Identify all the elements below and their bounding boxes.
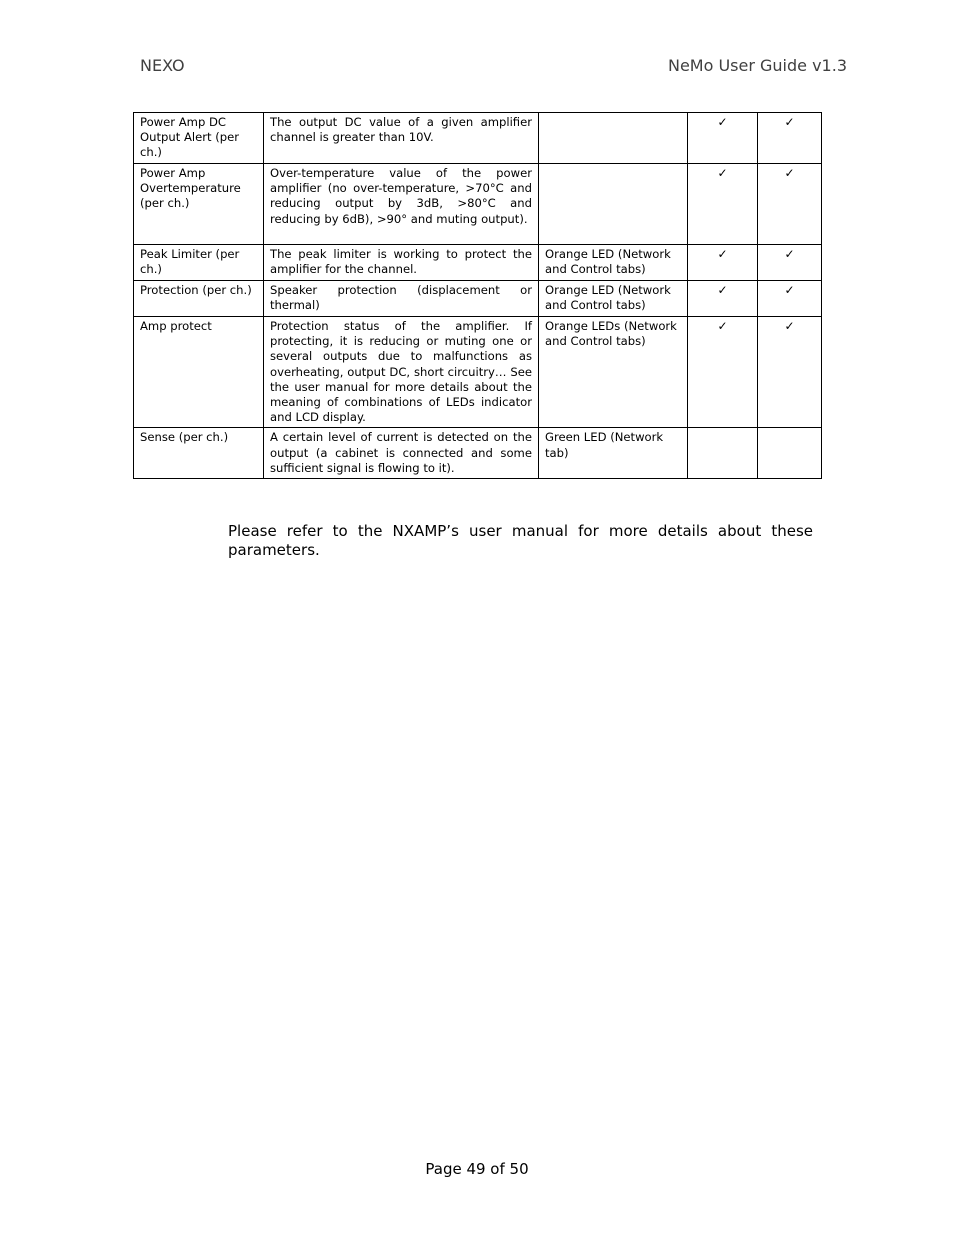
param-name: Amp protect [134, 317, 264, 428]
param-description: Protection status of the amplifier. If protecting, it is reducing or muting one or several outputs due to malfunctions as overheating, output DC, short circuitry… See the user manual for more details about the meaning of combinations of LEDs indicator and LCD display. [264, 317, 539, 428]
param-description: Speaker protection (displacement or thermal) [264, 281, 539, 317]
check-icon: ✓ [758, 281, 822, 317]
check-icon: ✓ [688, 164, 758, 245]
param-display [539, 164, 688, 245]
param-display: Orange LED (Network and Control tabs) [539, 245, 688, 281]
param-description: Over-temperature value of the power amplifier (no over-temperature, >70°C and reducing output by 3dB, >80°C and reducing by 6dB), >90° and muting output). [264, 164, 539, 245]
page-number: Page 49 of 50 [425, 1160, 529, 1178]
param-description: The peak limiter is working to protect the amplifier for the channel. [264, 245, 539, 281]
param-name: Sense (per ch.) [134, 428, 264, 479]
check-icon: ✓ [758, 245, 822, 281]
check-cell [688, 428, 758, 479]
parameters-table [133, 112, 822, 479]
reference-note: Please refer to the NXAMP’s user manual for more details about these parameters. [228, 522, 813, 559]
check-icon: ✓ [688, 281, 758, 317]
param-name: Peak Limiter (per ch.) [134, 245, 264, 281]
table-row [134, 164, 822, 245]
check-icon: ✓ [758, 164, 822, 245]
param-display: Green LED (Network tab) [539, 428, 688, 479]
check-icon: ✓ [688, 113, 758, 164]
param-display: Orange LED (Network and Control tabs) [539, 281, 688, 317]
table-row [134, 281, 822, 317]
param-name: Power Amp DC Output Alert (per ch.) [134, 113, 264, 164]
check-icon: ✓ [758, 113, 822, 164]
param-name: Power Amp Overtemperature (per ch.) [134, 164, 264, 245]
param-description: The output DC value of a given amplifier channel is greater than 10V. [264, 113, 539, 164]
header-doc-title: NeMo User Guide v1.3 [667, 56, 847, 75]
header-brand: NEXO [140, 56, 185, 75]
check-icon: ✓ [758, 317, 822, 428]
table-row [134, 317, 822, 428]
check-icon: ✓ [688, 317, 758, 428]
param-name: Protection (per ch.) [134, 281, 264, 317]
check-icon: ✓ [688, 245, 758, 281]
param-description: A certain level of current is detected on the output (a cabinet is connected and some sufficient signal is flowing to it). [264, 428, 539, 479]
param-display: Orange LEDs (Network and Control tabs) [539, 317, 688, 428]
table-row [134, 245, 822, 281]
table-row [134, 113, 822, 164]
param-display [539, 113, 688, 164]
check-cell [758, 428, 822, 479]
table-row [134, 428, 822, 479]
